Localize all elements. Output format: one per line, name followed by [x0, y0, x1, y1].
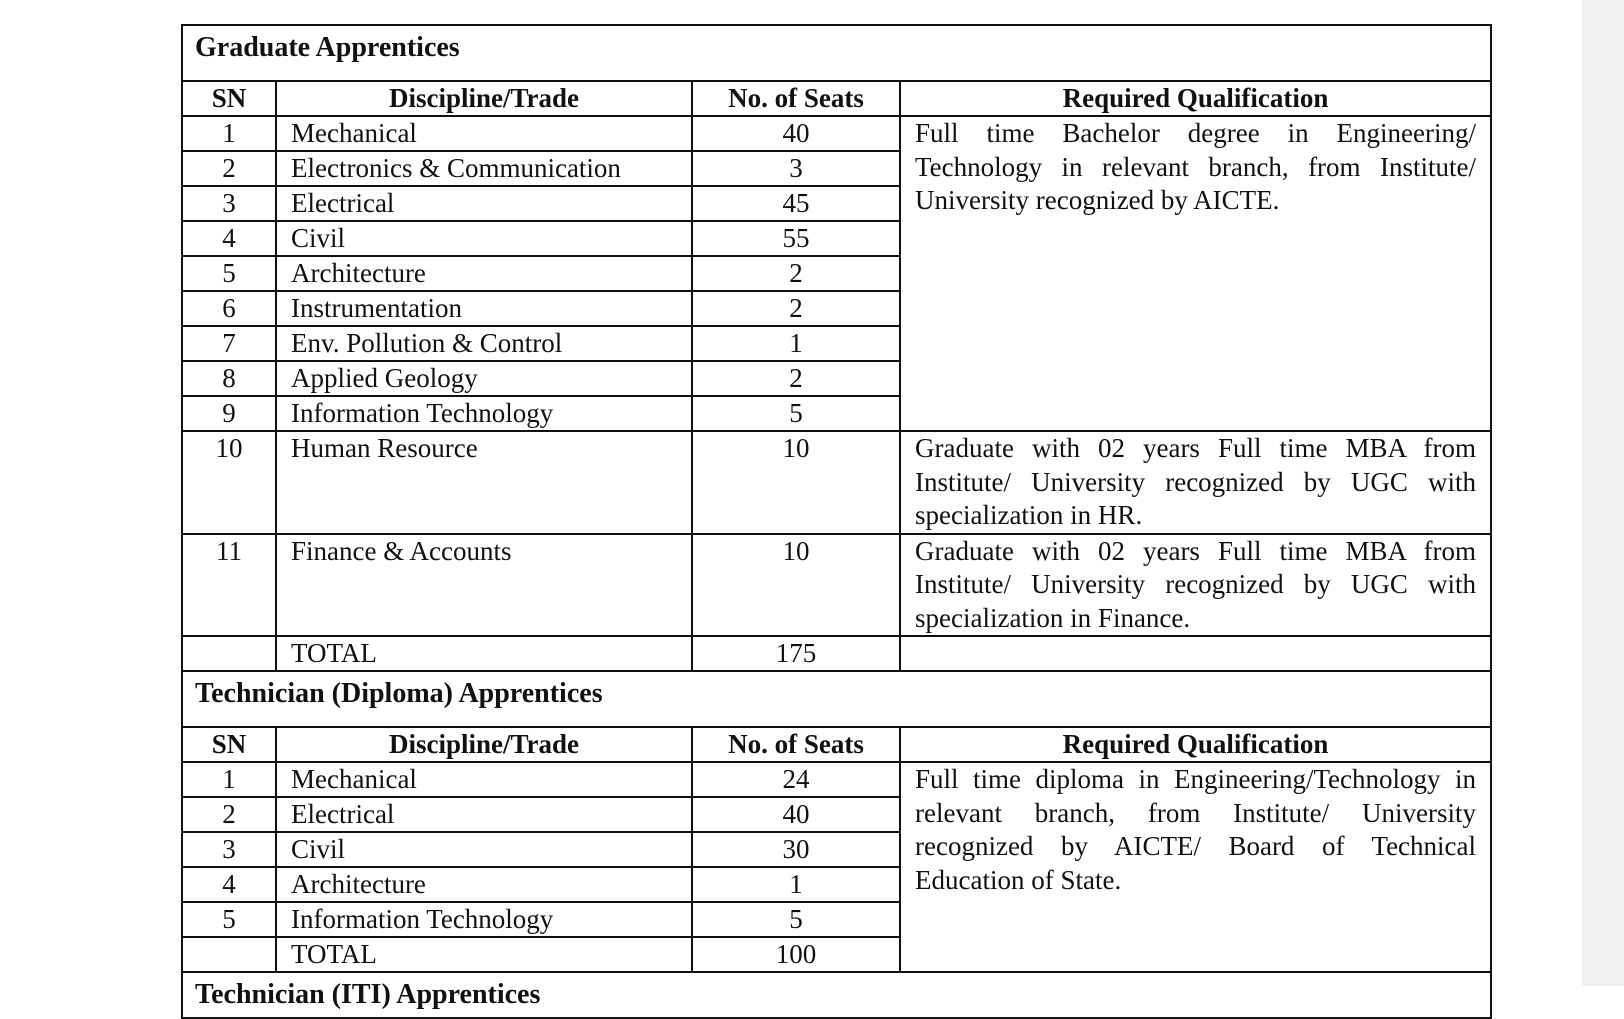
table-header-row	[182, 727, 1491, 762]
total-label: TOTAL	[276, 636, 692, 671]
seats-cell: 40	[692, 116, 900, 151]
viewer-side-band	[1582, 0, 1624, 986]
sn-cell: 2	[182, 797, 276, 832]
header-seats: No. of Seats	[692, 81, 900, 116]
discipline-cell: Electrical	[276, 186, 692, 221]
qualification-cell-diploma: Full time diploma in Engineering/Technology in relevant branch, from Institute/ University recognized by AICTE/ Board of Technical Education of State.	[900, 762, 1491, 972]
seats-cell: 30	[692, 832, 900, 867]
discipline-cell: Civil	[276, 832, 692, 867]
seats-cell: 1	[692, 326, 900, 361]
sn-cell: 3	[182, 186, 276, 221]
discipline-cell: Architecture	[276, 867, 692, 902]
sn-cell: 7	[182, 326, 276, 361]
discipline-cell: Finance & Accounts	[276, 534, 692, 637]
header-seats: No. of Seats	[692, 727, 900, 762]
qualification-cell-hr: Graduate with 02 years Full time MBA from Institute/ University recognized by UGC with specialization in HR.	[900, 431, 1491, 534]
seats-cell: 24	[692, 762, 900, 797]
seats-cell: 1	[692, 867, 900, 902]
seats-cell: 5	[692, 902, 900, 937]
sn-cell: 1	[182, 762, 276, 797]
sn-cell: 8	[182, 361, 276, 396]
total-label: TOTAL	[276, 937, 692, 972]
header-discipline: Discipline/Trade	[276, 81, 692, 116]
qualification-cell-engineering: Full time Bachelor degree in Engineering/ Technology in relevant branch, from Institute/ University recognized by AICTE.	[900, 116, 1491, 431]
discipline-cell: Mechanical	[276, 762, 692, 797]
discipline-cell: Instrumentation	[276, 291, 692, 326]
sn-cell: 3	[182, 832, 276, 867]
table-row	[182, 431, 1491, 534]
seats-cell: 55	[692, 221, 900, 256]
seats-cell: 5	[692, 396, 900, 431]
discipline-cell: Architecture	[276, 256, 692, 291]
seats-cell: 3	[692, 151, 900, 186]
seats-cell: 10	[692, 534, 900, 637]
discipline-cell: Human Resource	[276, 431, 692, 534]
seats-cell: 2	[692, 291, 900, 326]
sn-cell: 5	[182, 902, 276, 937]
table-row	[182, 762, 1491, 797]
total-sn-empty	[182, 636, 276, 671]
section-title-row	[182, 25, 1491, 81]
iti-section-title: Technician (ITI) Apprentices	[182, 972, 1491, 1018]
seats-cell: 2	[692, 361, 900, 396]
seats-cell: 45	[692, 186, 900, 221]
sn-cell: 11	[182, 534, 276, 637]
apprentice-seats-table	[181, 24, 1492, 1019]
total-row	[182, 636, 1491, 671]
discipline-cell: Civil	[276, 221, 692, 256]
sn-cell: 4	[182, 867, 276, 902]
document-page	[181, 24, 1490, 1010]
sn-cell: 1	[182, 116, 276, 151]
sn-cell: 6	[182, 291, 276, 326]
header-sn: SN	[182, 727, 276, 762]
header-qualification: Required Qualification	[900, 81, 1491, 116]
table-row	[182, 116, 1491, 151]
header-sn: SN	[182, 81, 276, 116]
sn-cell: 4	[182, 221, 276, 256]
discipline-cell: Electrical	[276, 797, 692, 832]
discipline-cell: Information Technology	[276, 396, 692, 431]
sn-cell: 10	[182, 431, 276, 534]
graduate-section-title: Graduate Apprentices	[182, 25, 1491, 81]
discipline-cell: Information Technology	[276, 902, 692, 937]
sn-cell: 9	[182, 396, 276, 431]
discipline-cell: Env. Pollution & Control	[276, 326, 692, 361]
header-qualification: Required Qualification	[900, 727, 1491, 762]
total-sn-empty	[182, 937, 276, 972]
total-seats: 100	[692, 937, 900, 972]
section-title-row	[182, 671, 1491, 727]
total-seats: 175	[692, 636, 900, 671]
qualification-cell-finance: Graduate with 02 years Full time MBA from Institute/ University recognized by UGC with specialization in Finance.	[900, 534, 1491, 637]
table-header-row	[182, 81, 1491, 116]
seats-cell: 40	[692, 797, 900, 832]
section-title-row	[182, 972, 1491, 1018]
discipline-cell: Applied Geology	[276, 361, 692, 396]
total-qualification-empty	[900, 636, 1491, 671]
seats-cell: 10	[692, 431, 900, 534]
discipline-cell: Electronics & Communication	[276, 151, 692, 186]
sn-cell: 2	[182, 151, 276, 186]
diploma-section-title: Technician (Diploma) Apprentices	[182, 671, 1491, 727]
discipline-cell: Mechanical	[276, 116, 692, 151]
seats-cell: 2	[692, 256, 900, 291]
header-discipline: Discipline/Trade	[276, 727, 692, 762]
table-row	[182, 534, 1491, 637]
sn-cell: 5	[182, 256, 276, 291]
